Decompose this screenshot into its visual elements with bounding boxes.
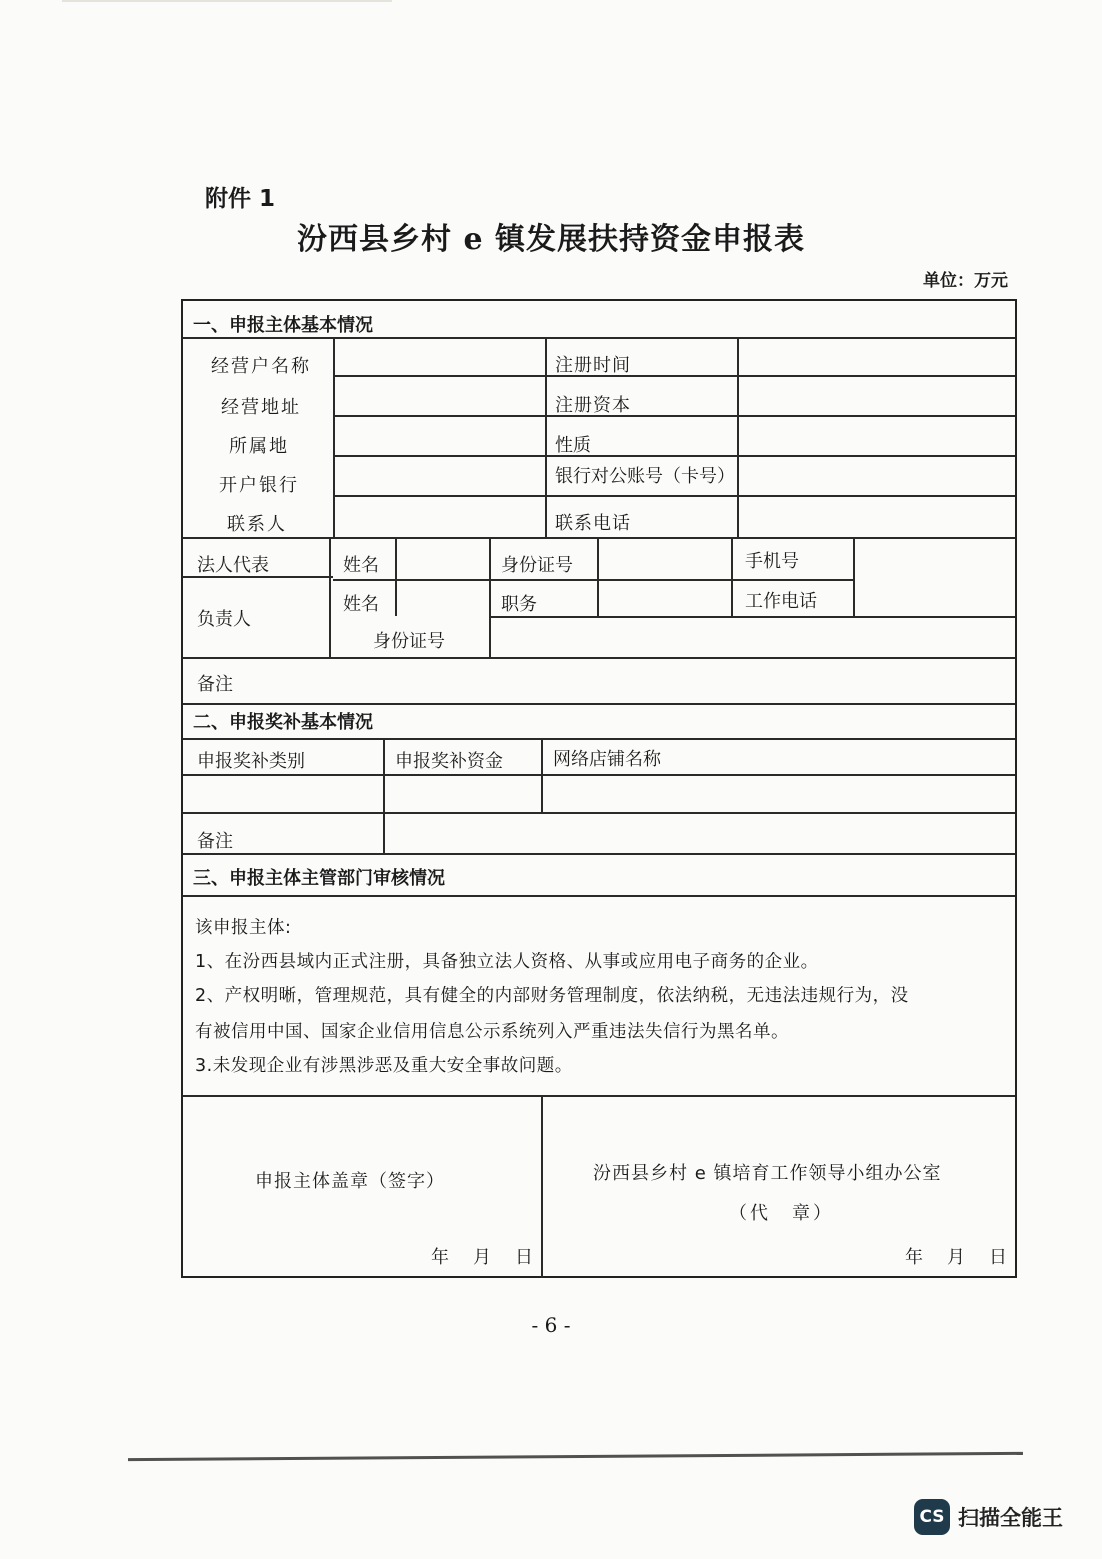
responsible-name-label: 姓名 xyxy=(343,594,379,615)
applicant-seal-label: 申报主体盖章（签字） xyxy=(255,1171,445,1192)
section3-heading: 三、申报主体主管部门审核情况 xyxy=(193,868,445,889)
award-amount-label: 申报奖补资金 xyxy=(395,751,503,772)
bank-label: 开户银行 xyxy=(219,475,299,496)
section1-heading: 一、申报主体基本情况 xyxy=(193,315,373,336)
application-form xyxy=(181,299,1017,1278)
review-item-1: 1、在汾西县域内正式注册，具备独立法人资格、从事或应用电子商务的企业。 xyxy=(195,952,819,972)
remarks-label-1: 备注 xyxy=(197,674,233,695)
work-phone-label: 工作电话 xyxy=(745,591,817,612)
scan-fold-line xyxy=(128,1452,1023,1467)
mobile-label: 手机号 xyxy=(745,551,799,572)
office-date: 年 月 日 xyxy=(905,1247,1010,1268)
registration-time-label: 注册时间 xyxy=(555,355,631,376)
shop-name-label: 网络店铺名称 xyxy=(553,749,661,770)
camscanner-logo-icon: CS xyxy=(914,1499,950,1535)
contact-person-label: 联系人 xyxy=(227,514,287,535)
section2-heading: 二、申报奖补基本情况 xyxy=(193,712,373,733)
scan-edge-line xyxy=(62,0,392,12)
scanner-watermark xyxy=(914,1499,1063,1535)
watermark-text: 扫描全能王 xyxy=(958,1506,1063,1530)
registered-capital-label: 注册资本 xyxy=(555,395,631,416)
form-title: 汾西县乡村 e 镇发展扶持资金申报表 xyxy=(297,222,805,257)
responsible-label: 负责人 xyxy=(197,609,251,630)
office-seal-label: （代 章） xyxy=(729,1203,834,1224)
business-address-label: 经营地址 xyxy=(221,397,301,418)
page-number: - 6 - xyxy=(531,1313,571,1337)
award-type-label: 申报奖补类别 xyxy=(197,751,305,772)
legal-rep-name-label: 姓名 xyxy=(343,555,379,576)
locality-label: 所属地 xyxy=(229,436,289,457)
review-item-2-line-2: 有被信用中国、国家企业信用信息公示系统列入严重违法失信行为黑名单。 xyxy=(195,1022,789,1042)
bank-account-label: 银行对公账号（卡号） xyxy=(555,466,735,487)
legal-rep-label: 法人代表 xyxy=(197,555,269,576)
business-name-label: 经营户名称 xyxy=(211,356,311,377)
review-item-2-line-1: 2、产权明晰，管理规范，具有健全的内部财务管理制度，依法纳税，无违法违规行为，没 xyxy=(195,986,909,1006)
nature-label: 性质 xyxy=(555,435,591,456)
contact-phone-label: 联系电话 xyxy=(555,513,631,534)
responsible-id-label: 身份证号 xyxy=(373,631,445,652)
review-intro: 该申报主体: xyxy=(195,918,292,938)
office-name: 汾西县乡村 e 镇培育工作领导小组办公室 xyxy=(593,1163,942,1184)
legal-rep-id-label: 身份证号 xyxy=(501,555,573,576)
review-item-3: 3.未发现企业有涉黑涉恶及重大安全事故问题。 xyxy=(195,1056,573,1076)
attachment-label: 附件 1 xyxy=(205,186,276,212)
position-label: 职务 xyxy=(501,594,537,615)
unit-label: 单位：万元 xyxy=(923,271,1008,291)
applicant-date: 年 月 日 xyxy=(431,1247,536,1268)
remarks-label-2: 备注 xyxy=(197,831,233,852)
